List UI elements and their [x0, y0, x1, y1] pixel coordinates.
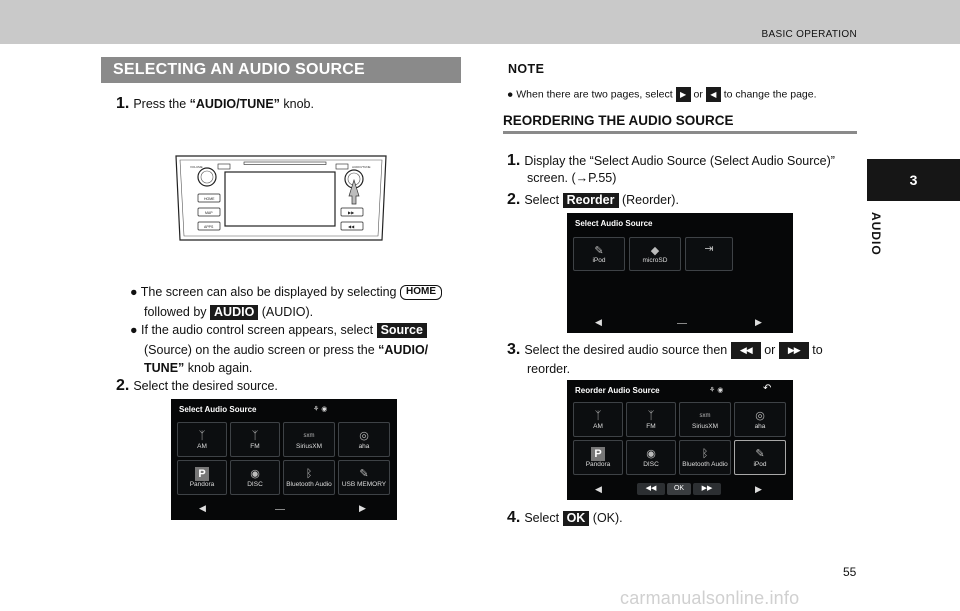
usb-icon: ✎: [359, 468, 369, 480]
source-tile-pandora[interactable]: P Pandora: [177, 460, 227, 495]
note-text: ● When there are two pages, select ▶ or ◀ to change the page.: [507, 88, 817, 101]
antenna-icon: ᛉ: [198, 430, 206, 442]
ipod-icon: ✎: [755, 448, 765, 460]
ok-button-glyph: OK: [563, 511, 590, 526]
bullet-home: ● The screen can also be displayed by selecting HOME: [130, 282, 442, 303]
source-tile-fm[interactable]: ᛉ FM: [626, 402, 676, 437]
source-tile-fm[interactable]: ᛉ FM: [230, 422, 280, 457]
page-number: 55: [843, 565, 857, 579]
bullet-source-line3: TUNE” knob again.: [144, 361, 253, 375]
unit-home-label: HOME: [204, 197, 215, 201]
next-arrow-glyph: ▶: [676, 87, 691, 102]
source-button-glyph: Source: [377, 323, 427, 338]
sxm-icon: sxm: [699, 413, 711, 419]
source-tile-usb[interactable]: ✎ USB MEMORY: [338, 460, 390, 495]
unit-map-label: MAP: [205, 211, 213, 215]
prev-page-button[interactable]: ◀: [595, 317, 602, 327]
move-forward-button[interactable]: ▶▶: [693, 483, 721, 495]
source-tile-aha[interactable]: ◎ aha: [338, 422, 390, 457]
svg-text:◀◀: ◀◀: [348, 224, 355, 229]
source-tile-am[interactable]: ᛉ AM: [573, 402, 623, 437]
watermark: carmanualsonline.info: [620, 588, 800, 608]
next-page-button[interactable]: ▶: [359, 503, 366, 513]
aha-icon: ◎: [755, 410, 765, 422]
sxm-icon: sxm: [303, 433, 315, 439]
source-tile-disc[interactable]: ◉ DISC: [626, 440, 676, 475]
reorder-button-glyph: Reorder: [563, 193, 619, 208]
screen-title: Select Audio Source: [179, 405, 257, 414]
next-page-button[interactable]: ▶: [755, 317, 762, 327]
select-audio-source-screen-small: [567, 213, 793, 333]
source-tile-usb[interactable]: [685, 237, 733, 271]
unit-display: [225, 172, 335, 226]
status-icons: ⚘ ◉: [313, 406, 328, 413]
step-1: 1. Press the “AUDIO/TUNE” knob.: [116, 95, 314, 112]
page-indicator: [677, 323, 687, 324]
antenna-icon: ᛉ: [647, 410, 655, 422]
move-back-button[interactable]: ◀◀: [637, 483, 665, 495]
reorder-audio-source-screen: [567, 380, 793, 500]
audio-button-glyph: AUDIO: [210, 305, 258, 320]
audio-tune-label: AUDIO/TUNE: [352, 165, 371, 169]
source-tile-ipod[interactable]: ✎ iPod: [573, 237, 625, 271]
reorder-step-2: 2. Select Reorder (Reorder).: [507, 191, 679, 208]
back-icon[interactable]: ↶: [763, 383, 772, 394]
move-forward-glyph: ▶▶: [779, 342, 809, 359]
move-back-glyph: ◀◀: [731, 342, 761, 359]
reorder-step-3-line2: reorder.: [527, 362, 571, 376]
prev-page-button[interactable]: ◀: [595, 484, 602, 494]
note-heading: NOTE: [508, 62, 545, 76]
usb-icon: ⇥: [704, 243, 714, 255]
reorder-step-4: 4. Select OK (OK).: [507, 509, 623, 526]
source-tile-ipod-selected[interactable]: ✎ iPod: [734, 440, 786, 475]
source-tile-am[interactable]: ᛉ AM: [177, 422, 227, 457]
running-head: BASIC OPERATION: [761, 29, 857, 40]
source-tile-disc[interactable]: ◉ DISC: [230, 460, 280, 495]
antenna-icon: ᛉ: [251, 430, 259, 442]
bluetooth-icon: ᛒ: [701, 448, 709, 460]
disc-icon: ◉: [250, 468, 260, 480]
chapter-tab: 3: [867, 159, 960, 201]
unit-apps-label: APPS: [204, 225, 214, 229]
source-tile-pandora[interactable]: P Pandora: [573, 440, 623, 475]
next-page-button[interactable]: ▶: [755, 484, 762, 494]
disc-icon: ◉: [646, 448, 656, 460]
prev-arrow-glyph: ◀: [706, 87, 721, 102]
pandora-icon: P: [195, 467, 209, 481]
subsection-title: REORDERING THE AUDIO SOURCE: [503, 113, 857, 134]
antenna-icon: ᛉ: [594, 410, 602, 422]
status-icons: ⚘ ◉: [709, 387, 724, 394]
home-button-glyph: HOME: [400, 285, 442, 300]
source-tile-bluetooth[interactable]: ᛒ Bluetooth Audio: [679, 440, 731, 475]
source-tile-microsd[interactable]: ◆ microSD: [629, 237, 681, 271]
source-tile-aha[interactable]: ◎ aha: [734, 402, 786, 437]
bullet-home-line2: followed by AUDIO (AUDIO).: [144, 305, 314, 320]
screen-title: Select Audio Source: [575, 219, 653, 228]
bluetooth-icon: ᛒ: [305, 468, 313, 480]
svg-text:▶▶: ▶▶: [348, 210, 355, 215]
bullet-source-line2: (Source) on the audio screen or press the “AUDIO/: [144, 343, 429, 357]
ok-button[interactable]: OK: [667, 483, 691, 495]
reorder-step-3: 3. Select the desired audio source then ◀◀ or ▶▶ to: [507, 341, 823, 358]
chapter-label: AUDIO: [869, 212, 883, 256]
step-2: 2. Select the desired source.: [116, 377, 278, 394]
reorder-step-1-line2: screen. (→P.55): [527, 171, 617, 185]
volume-label: VOLUME: [190, 165, 203, 169]
pandora-icon: P: [591, 447, 605, 461]
bullet-source: ● If the audio control screen appears, select Source: [130, 320, 427, 341]
ipod-icon: ✎: [594, 245, 604, 257]
volume-knob: [198, 168, 216, 186]
aha-icon: ◎: [359, 430, 369, 442]
microsd-icon: ◆: [650, 245, 660, 257]
section-title: SELECTING AN AUDIO SOURCE: [101, 57, 461, 83]
prev-page-button[interactable]: ◀: [199, 503, 206, 513]
source-tile-siriusxm[interactable]: sxm SiriusXM: [679, 402, 731, 437]
source-tile-bluetooth[interactable]: ᛒ Bluetooth Audio: [283, 460, 335, 495]
select-audio-source-screen: [171, 399, 397, 520]
head-unit-illustration: [170, 150, 392, 245]
page-indicator: [275, 509, 285, 510]
reorder-step-1: 1. Display the “Select Audio Source (Select Audio Source)”: [507, 152, 835, 169]
source-tile-siriusxm[interactable]: sxm SiriusXM: [283, 422, 335, 457]
screen-title: Reorder Audio Source: [575, 386, 660, 395]
